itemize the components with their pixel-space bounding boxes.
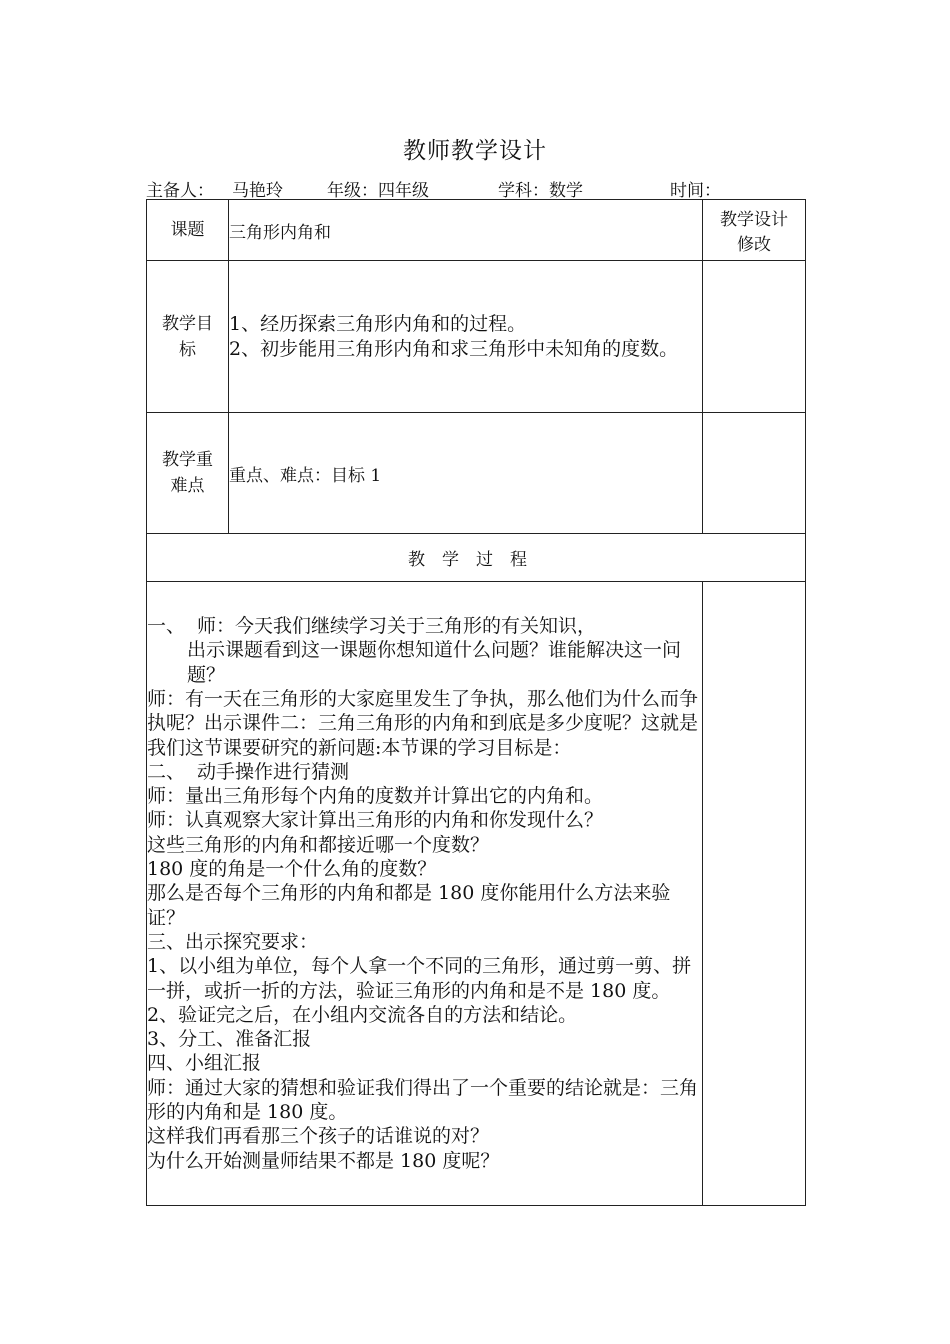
process-paragraph: 1、以小组为单位，每个人拿一个不同的三角形，通过剪一剪、拼一拼，或折一折的方法，验证三角形的内角和是不是 180 度。: [147, 955, 692, 1002]
process-paragraph: 这样我们再看那三个孩子的话谁说的对？: [147, 1125, 490, 1148]
goals-label: 教学目 标: [147, 261, 229, 413]
goals-content: [229, 261, 703, 413]
revision-label-line2: 修改: [737, 234, 771, 255]
goals-row: [147, 261, 806, 413]
section-4-title: 四、小组汇报: [147, 1052, 262, 1075]
process-paragraph: 180 度的角是一个什么角的度数？: [147, 858, 437, 881]
subject-field: 学科：数学: [498, 181, 583, 201]
section-1: [147, 614, 702, 638]
process-paragraph: 师：认真观察大家计算出三角形的内角和你发现什么？: [147, 809, 604, 832]
section-2: [147, 760, 702, 784]
process-row: [147, 582, 806, 1206]
revision-header: [703, 200, 806, 261]
process-paragraph: 这些三角形的内角和都接近哪一个度数？: [147, 833, 490, 856]
process-paragraph: 师：通过大家的猜想和验证我们得出了一个重要的结论就是：三角形的内角和是 180 度。: [147, 1076, 699, 1124]
key-points-label: 教学重 难点: [147, 413, 229, 534]
section-3-title: 三、出示探究要求：: [147, 930, 319, 953]
topic-value: 三角形内角和: [229, 200, 703, 261]
section-1-number: 一、: [147, 615, 186, 638]
process-header-row: [147, 534, 806, 582]
section-1-first-line: 师：今天我们继续学习关于三角形的有关知识，: [197, 615, 597, 638]
process-paragraph: 师：量出三角形每个内角的度数并计算出它的内角和。: [147, 785, 604, 808]
section-2-title: 动手操作进行猜测: [197, 760, 350, 783]
goal-item: 2、初步能用三角形内角和求三角形中未知角的度数。: [229, 337, 679, 360]
topic-label: 课题: [147, 200, 229, 261]
process-revision-cell: [703, 582, 806, 1206]
topic-row: [147, 200, 806, 261]
goal-item: 1、经历探索三角形内角和的过程。: [229, 312, 527, 335]
process-content: [147, 582, 703, 1206]
process-paragraph: 那么是否每个三角形的内角和都是 180 度你能用什么方法来验证？: [147, 882, 671, 929]
page-title: 教师教学设计: [403, 138, 547, 164]
process-paragraph: 3、分工、准备汇报: [147, 1028, 312, 1051]
time-field: 时间：: [670, 181, 721, 201]
revision-label-line1: 教学设计: [720, 209, 788, 230]
process-header: 教学过程: [147, 534, 806, 582]
grade-field: 年级：四年级: [327, 181, 429, 201]
section-1-continued: 出示课题看到这一课题你想知道什么问题？谁能解决这一问题？: [187, 639, 682, 686]
key-points-revision-cell: [703, 413, 806, 534]
key-points-value: 重点、难点：目标 1: [229, 413, 703, 534]
process-paragraph: 师：有一天在三角形的大家庭里发生了争执，那么他们为什么而争执呢？出示课件二：三角三角形的内角和到底是多少度呢？这就是我们这节课要研究的新问题:本节课的学习目标是：: [147, 687, 699, 759]
process-paragraph: 2、验证完之后，在小组内交流各自的方法和结论。: [147, 1003, 578, 1026]
goals-revision-cell: [703, 261, 806, 413]
section-2-number: 二、: [147, 760, 186, 783]
key-points-row: [147, 413, 806, 534]
lesson-plan-table: [146, 199, 806, 1206]
preparer-label: 主备人：: [146, 181, 214, 201]
process-paragraph: 为什么开始测量师结果不都是 180 度呢？: [147, 1149, 500, 1172]
preparer-name: 马艳玲: [232, 181, 283, 201]
